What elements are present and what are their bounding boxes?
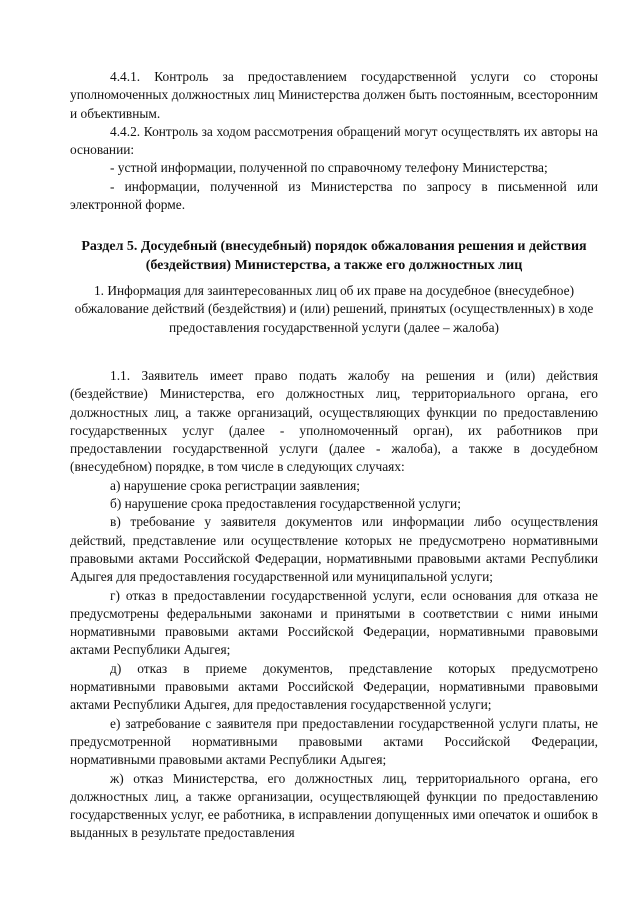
- list-item-written-info: - информации, полученной из Министерства по запросу в письменной или электронной форме.: [70, 178, 598, 213]
- section-5-title: Раздел 5. Досудебный (внесудебный) порядок обжалования решения и действия (бездействия) Министерства, а также его должностных лиц: [81, 239, 587, 273]
- case-zh: ж) отказ Министерства, его должностных лиц, территориального органа, его должностных лиц, а также организации, осуществляющей функции по предоставлению государственных услуг, ее работника, в исправлении допущенных ими опечаток и ошибок в выданных в результате предоставления: [70, 770, 598, 841]
- section-5-subtitle: 1. Информация для заинтересованных лиц об их праве на досудебное (внесудебное) обжалование действий (бездействия) и (или) решений, принятых (осуществленных) в ходе предоставления государственной услуги (далее – жалоба): [74, 283, 594, 335]
- list-item-oral-info: - устной информации, полученной по справочному телефону Министерства;: [110, 160, 548, 176]
- case-v: в) требование у заявителя документов или информации либо осуществления действий, представление или осуществление которых не предусмотрено нормативными правовыми актами Российской Федерации, нормативными правовыми актами Республики Адыгея для предоставления государственной или муниципальной услуги;: [70, 514, 598, 585]
- case-b: б) нарушение срока предоставления государственной услуги;: [110, 496, 461, 512]
- case-g: г) отказ в предоставлении государственной услуги, если основания для отказа не предусмотрены федеральными законами и принятыми в соответствии с ними иными нормативными правовыми актами Российской Федерации, нормативными правовыми актами Республики Адыгея;: [70, 587, 598, 658]
- paragraph-1-1: 1.1. Заявитель имеет право подать жалобу на решения и (или) действия (бездействие) Министерства, его должностных лиц, территориального органа, его должностных лиц, а также организаций, осуществляющих функции по предоставлению государственных услуг (далее - уполномоченный орган), их работников при предоставлении государственной услуги (далее - жалоба), а также в досудебном (внесудебном) порядке, в том числе в следующих случаях:: [70, 368, 598, 475]
- paragraph-4-4-2: 4.4.2. Контроль за ходом рассмотрения обращений могут осуществлять их авторы на основании:: [70, 123, 598, 158]
- paragraph-4-4-1: 4.4.1. Контроль за предоставлением государственной услуги со стороны уполномоченных должностных лиц Министерства должен быть постоянным, всесторонним и объективным.: [70, 69, 598, 121]
- section-4-text: [70, 68, 598, 214]
- case-d: д) отказ в приеме документов, представление которых предусмотрено нормативными правовыми актами Российской Федерации, нормативными правовыми актами Республики Адыгея, для предоставления государственной услуги;: [70, 660, 598, 713]
- section-5-text: [70, 367, 598, 843]
- case-e: е) затребование с заявителя при предоставлении государственной услуги платы, не предусмотренной нормативными правовыми актами Российской Федерации, нормативными правовыми актами Республики Адыгея;: [70, 715, 598, 768]
- case-a: а) нарушение срока регистрации заявления;: [110, 477, 360, 493]
